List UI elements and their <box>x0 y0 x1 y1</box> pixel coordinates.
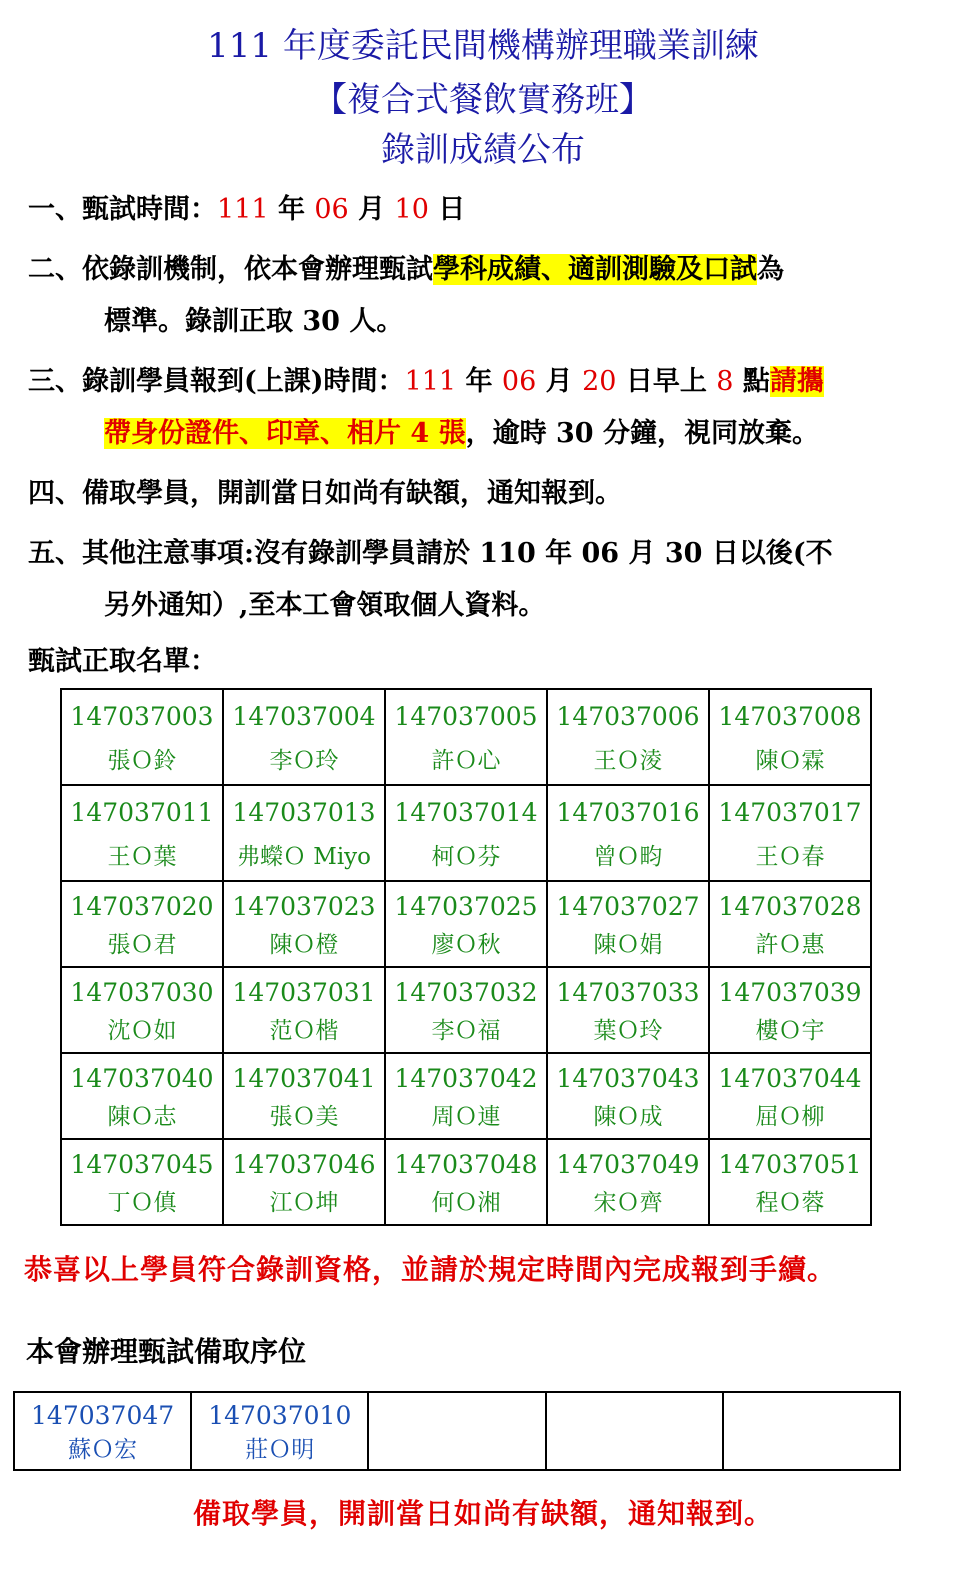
backup-name: 蘇Ｏ宏 <box>68 1437 138 1463</box>
trainee-cell <box>709 881 871 967</box>
trainee-id: 147037025 <box>394 892 538 921</box>
trainee-name: 陳Ｏ橙 <box>269 932 339 958</box>
trainee-name: 丁Ｏ傎 <box>107 1190 177 1216</box>
trainee-cell <box>223 967 385 1053</box>
trainee-cell <box>385 881 547 967</box>
item-2 <box>28 250 926 290</box>
item-3-day: 20 <box>582 366 617 397</box>
backup-table <box>13 1391 901 1471</box>
trainee-cell <box>709 967 871 1053</box>
trainee-name: 李Ｏ玲 <box>269 748 339 774</box>
trainee-name: 王Ｏ淩 <box>593 748 663 774</box>
trainee-id: 147037045 <box>70 1150 214 1179</box>
item-3 <box>28 362 926 402</box>
trainee-id: 147037040 <box>70 1064 214 1093</box>
trainee-cell <box>709 785 871 881</box>
backup-id <box>724 1393 899 1401</box>
item-3-highlight-2: 帶身份證件、印章、相片 4 張 <box>104 418 466 449</box>
trainee-name: 廖Ｏ秋 <box>431 932 501 958</box>
backup-id <box>369 1393 544 1401</box>
item-1-prefix: 一、甄試時間： <box>28 194 217 225</box>
backup-heading: 本會辦理甄試備取序位 <box>26 1335 307 1368</box>
item-3-month: 06 <box>501 366 537 397</box>
trainee-name: 李Ｏ福 <box>431 1018 501 1044</box>
item-1-year: 111 <box>217 194 269 225</box>
item-3-year-unit: 年 <box>456 366 502 397</box>
trainee-id: 147037013 <box>232 798 376 827</box>
table-row <box>61 881 871 967</box>
backup-id: 147037047 <box>31 1401 175 1430</box>
trainee-cell <box>547 967 709 1053</box>
item-1-day: 10 <box>394 194 429 225</box>
trainee-name: 陳Ｏ霖 <box>755 748 825 774</box>
trainee-cell <box>709 1053 871 1139</box>
trainee-cell <box>61 1053 223 1139</box>
table-row <box>61 689 871 785</box>
item-2-suffix: 為 <box>757 254 784 285</box>
trainee-cell <box>385 1139 547 1225</box>
backup-name <box>547 1401 722 1405</box>
trainee-id: 147037016 <box>556 798 700 827</box>
trainee-id: 147037023 <box>232 892 376 921</box>
trainee-cell <box>61 967 223 1053</box>
trainee-name: 張Ｏ美 <box>269 1104 339 1130</box>
trainee-id: 147037011 <box>70 798 214 827</box>
backup-name: 莊Ｏ明 <box>245 1437 315 1463</box>
trainee-id: 147037008 <box>718 702 862 731</box>
trainee-cell <box>61 689 223 785</box>
item-3-highlight-1: 請攜 <box>769 366 824 397</box>
trainee-cell <box>709 689 871 785</box>
trainee-id: 147037048 <box>394 1150 538 1179</box>
trainee-name: 樓Ｏ宇 <box>755 1018 825 1044</box>
item-3-hour: 8 <box>716 366 734 397</box>
trainee-id: 147037004 <box>232 702 376 731</box>
item-3-month-unit: 月 <box>536 366 583 397</box>
item-3-year: 111 <box>404 366 457 397</box>
trainee-id: 147037044 <box>718 1064 862 1093</box>
item-3-prefix: 三、錄訓學員報到(上課)時間： <box>28 366 405 397</box>
trainee-name: 王Ｏ春 <box>755 844 825 870</box>
trainee-name: 程Ｏ蓉 <box>755 1190 825 1216</box>
trainee-id: 147037046 <box>232 1150 376 1179</box>
trainee-id: 147037031 <box>232 978 376 1007</box>
trainee-id: 147037006 <box>556 702 700 731</box>
item-2-prefix: 二、依錄訓機制，依本會辦理甄試 <box>28 254 433 285</box>
trainee-id: 147037043 <box>556 1064 700 1093</box>
backup-id: 147037010 <box>208 1401 352 1430</box>
trainee-cell <box>61 881 223 967</box>
trainee-id: 147037032 <box>394 978 538 1007</box>
trainee-cell <box>61 785 223 881</box>
trainee-name: 江Ｏ坤 <box>269 1190 339 1216</box>
trainee-cell <box>547 1053 709 1139</box>
trainee-cell <box>385 689 547 785</box>
trainee-cell <box>547 689 709 785</box>
footer-notice: 備取學員，開訓當日如尚有缺額，通知報到。 <box>192 1497 773 1530</box>
backup-name <box>369 1401 544 1405</box>
trainee-name: 陳Ｏ志 <box>107 1104 177 1130</box>
congrats-notice: 恭喜以上學員符合錄訓資格，並請於規定時間內完成報到手續。 <box>24 1253 837 1286</box>
item-1 <box>28 190 926 230</box>
backup-cell <box>546 1392 723 1470</box>
item-1-year-unit: 年 <box>268 194 315 225</box>
backup-cell <box>14 1392 191 1470</box>
backup-cell <box>723 1392 900 1470</box>
title-line-1: 111 年度委託民間機構辦理職業訓練 <box>207 26 759 66</box>
trainee-id: 147037039 <box>718 978 862 1007</box>
backup-cell <box>191 1392 368 1470</box>
table-row <box>61 785 871 881</box>
trainee-name: 何Ｏ湘 <box>431 1190 501 1216</box>
trainee-id: 147037033 <box>556 978 700 1007</box>
trainee-id: 147037003 <box>70 702 214 731</box>
trainee-id: 147037030 <box>70 978 214 1007</box>
trainee-cell <box>223 881 385 967</box>
trainee-id: 147037041 <box>232 1064 376 1093</box>
table-row <box>61 1139 871 1225</box>
trainee-cell <box>547 785 709 881</box>
trainee-name: 張Ｏ君 <box>107 932 177 958</box>
trainee-cell <box>223 1139 385 1225</box>
trainee-name: 沈Ｏ如 <box>107 1018 177 1044</box>
item-3-suffix: ，逾時 30 分鐘，視同放棄。 <box>465 418 819 449</box>
trainee-cell <box>547 1139 709 1225</box>
item-5-line-2: 另外通知）,至本工會領取個人資料。 <box>104 590 546 621</box>
item-2-line-2: 標準。錄訓正取 30 人。 <box>104 306 404 337</box>
trainee-id: 147037028 <box>718 892 862 921</box>
trainee-name: 屈Ｏ柳 <box>755 1104 825 1130</box>
item-4: 四、備取學員，開訓當日如尚有缺額，通知報到。 <box>28 478 622 509</box>
item-3-hour-unit: 點 <box>733 366 770 397</box>
trainee-id: 147037027 <box>556 892 700 921</box>
trainee-id: 147037049 <box>556 1150 700 1179</box>
trainee-id: 147037042 <box>394 1064 538 1093</box>
trainee-cell <box>223 785 385 881</box>
trainee-name: 許Ｏ心 <box>431 748 501 774</box>
item-3-line-2 <box>104 414 926 454</box>
trainee-id: 147037005 <box>394 702 538 731</box>
trainee-name: 宋Ｏ齊 <box>593 1190 663 1216</box>
trainee-name: 柯Ｏ芬 <box>431 844 501 870</box>
trainee-id: 147037014 <box>394 798 538 827</box>
trainee-cell <box>709 1139 871 1225</box>
trainee-cell <box>385 1053 547 1139</box>
trainee-name: 曾Ｏ畇 <box>593 844 663 870</box>
trainee-cell <box>547 881 709 967</box>
trainee-cell <box>223 1053 385 1139</box>
trainee-name: 葉Ｏ玲 <box>593 1018 663 1044</box>
table-row <box>61 1053 871 1139</box>
trainee-id: 147037051 <box>718 1150 862 1179</box>
backup-name <box>724 1401 899 1405</box>
backup-id <box>547 1393 722 1401</box>
trainee-name: 弗蠑Ｏ Miyo <box>236 844 372 870</box>
item-5: 五、其他注意事項:沒有錄訓學員請於 110 年 06 月 30 日以後(不 <box>28 538 833 569</box>
trainee-name: 許Ｏ惠 <box>755 932 825 958</box>
title-line-3: 錄訓成績公布 <box>381 130 585 170</box>
title-line-2: 【複合式餐飲實務班】 <box>313 80 653 120</box>
admitted-table <box>60 688 872 1226</box>
backup-cell <box>368 1392 545 1470</box>
admitted-list-heading: 甄試正取名單： <box>28 646 217 677</box>
item-1-month-unit: 月 <box>348 194 395 225</box>
trainee-cell <box>385 785 547 881</box>
trainee-name: 王Ｏ葉 <box>107 844 177 870</box>
trainee-id: 147037017 <box>718 798 862 827</box>
table-row <box>61 967 871 1053</box>
trainee-name: 陳Ｏ成 <box>593 1104 663 1130</box>
trainee-name: 范Ｏ楷 <box>269 1018 339 1044</box>
item-1-day-unit: 日 <box>428 194 466 225</box>
trainee-id: 147037020 <box>70 892 214 921</box>
trainee-name: 張Ｏ鈴 <box>107 748 177 774</box>
trainee-cell <box>61 1139 223 1225</box>
item-1-month: 06 <box>314 194 349 225</box>
item-2-highlight: 學科成績、適訓測驗及口試 <box>433 254 757 285</box>
trainee-cell <box>385 967 547 1053</box>
trainee-name: 陳Ｏ娟 <box>593 932 663 958</box>
trainee-name: 周Ｏ連 <box>431 1104 501 1130</box>
item-3-day-unit: 日早上 <box>616 366 717 397</box>
trainee-cell <box>223 689 385 785</box>
